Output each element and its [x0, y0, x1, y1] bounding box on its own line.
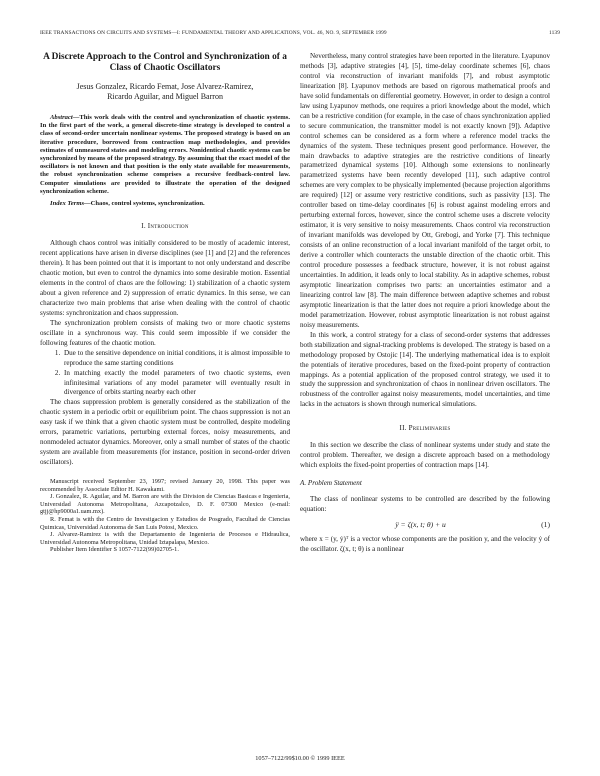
- equation-number: (1): [541, 519, 550, 529]
- section-heading-preliminaries: II. Preliminaries: [399, 424, 451, 433]
- copyright-footer: 1057–7122/99$10.00 © 1999 IEEE: [255, 755, 345, 762]
- subsection-heading-problem-statement: A. Problem Statement: [300, 479, 362, 488]
- intro-paragraph-1: Although chaos control was initially considered to be mostly of academic interest, recent applications have arisen in diverse disciplines (see [1] and [2] and the references therein). It has been pointed out that it is important to not only understand and describe chaotic motion, but even to control the dynamics into some desirable motion. Essential elements in the control of chaos are the following: 1) stabilization of a chaotic system about a given reference and 2) suppression of erratic dynamics. In this sense, we can characterize two main problems that arise when dealing with the control of chaotic systems: synchronization and chaos suppression.: [40, 239, 290, 317]
- equation-body: ÿ = ζ(x, t; θ) + u: [395, 519, 446, 529]
- authors-line-1: Jesus Gonzalez, Ricardo Femat, Jose Alvarez-Ramirez,: [76, 82, 254, 91]
- footnote: R. Femat is with the Centro de Investigacion y Estudios de Posgrado, Facultad de Ciencias Quimicas, Universidad Autonoma de San Luis Potosi, Mexico.: [40, 516, 290, 531]
- index-terms-label: Index Terms—: [50, 200, 91, 208]
- footnote: J. Gonzalez, R. Aguilar, and M. Barron are with the Division de Ciencias Basicas e Ingenieria, Universidad Autonoma Metropolitana, Azcapotzalco, D. F. 07300 Mexico (e-mail: gtjj@hp9000a1.uam.mx).: [40, 493, 290, 516]
- intro-paragraph-2: The synchronization problem consists of making two or more chaotic systems oscillate in a synchronous way. This could seem impossible if we consider the following features of the chaotic motion.: [40, 318, 290, 347]
- abstract-text: This work deals with the control and synchronization of chaotic systems. In the first part of the work, a general discrete-time strategy is developed to control a class of second-order uncertain nonlinear systems. The proposed strategy is based on an iterative procedure, borrowed from contraction map methodologies, and provides estimates of unmeasured states and modeling errors. Nonidentical chaotic systems can be synchronized by means of the proposed strategy. By assuming that the exact model of the oscillators is not known and that position is the only state available for measurements, the robust synchronization scheme comprises a recursive feedback-control law. Computer simulations are provided to illustrate the operation of the designed synchronization scheme.: [40, 114, 290, 195]
- running-head: [40, 30, 560, 36]
- footnote: Manuscript received September 23, 1997; revised January 20, 1998. This paper was recommended by Associate Editor H. Kawakami.: [40, 478, 290, 493]
- equation-description: where x = (y, ẏ)ᵀ is a vector whose components are the position y, and the velocity ẏ of the oscillator. ζ(x, t; θ) is a nonlinear: [300, 534, 550, 553]
- left-column: [40, 52, 290, 554]
- footnote: J. Alvarez-Ramirez is with the Departamento de Ingenieria de Procesos e Hidraulica, Universidad Autonoma Metropolitana, Unidad Iztapalapa, Mexico.: [40, 531, 290, 546]
- list-item: 1. Due to the sensitive dependence on initial conditions, it is almost impossible to reproduce the same starting conditions: [62, 349, 290, 369]
- chaos-features-list: [40, 349, 290, 399]
- intro-paragraph-3: The chaos suppression problem is generally considered as the stabilization of the chaotic system in a periodic orbit or equilibrium point. The chaos suppression is not an easy task if we think that a given chaotic system must be controlled, despite modeling errors, parametric variations, perturbing external forces, noisy measurements, and nonmodeled actuator dynamics. Moreover, only a small number of states of the chaotic system are available from measurements (for instance, position in second-order driven oscillators).: [40, 398, 290, 467]
- page-number: 1139: [549, 30, 560, 36]
- abstract-label: Abstract—: [50, 114, 80, 121]
- equation-1: [300, 520, 550, 530]
- right-column: [300, 52, 550, 555]
- problem-statement-paragraph: The class of nonlinear systems to be controlled are described by the following equation:: [300, 495, 550, 514]
- footnote: Publisher Item Identifier S 1057-7122(99)02705-1.: [50, 546, 179, 554]
- authors: [40, 82, 290, 102]
- journal-header: IEEE TRANSACTIONS ON CIRCUITS AND SYSTEMS—I: FUNDAMENTAL THEORY AND APPLICATIONS, VOL. 46, NO. 9, SEPTEMBER 1999: [40, 30, 387, 36]
- right-paragraph-1: Nevertheless, many control strategies have been reported in the literature. Lyapunov methods [3], adaptive strategies [4], [5], time-delay coordinate schemes [6], chaos control via reconstruction of invariant manifolds [7], and robust asymptotic linearization [8]. Lyapunov methods are based on rigorous mathematical proofs and have solid fundamentals on differential geometry. However, in order to design a control law using Lyapunov methods, one requires a priori knowledge about the model, which can be a restrictive condition (for example, in the case of chaos synchronization applied to secure communication, the transmitter model is not exactly known [9]). Adaptive control schemes can be considered as a form where a reference model tracks the dynamics of the system. These techniques present good performance. However, the main drawbacks to adaptive strategies are the restrictive conditions of linearly parametrized dynamical systems [10]. Although some extensions to nonlinearly parametrized systems have been recently developed [11], such adaptive control schemes are very complex to be physically implemented (because projection algorithms are required) [12] or assume very restrictive conditions, such as passivity [13]. The controller based on time-delay coordinates [6] is robust against modeling errors and perturbing external forces, however, since the control scheme uses a discrete velocity estimator, it is very sensitive to noisy measurements. Chaos control via reconstruction of invariant manifolds was developed by Ott, Grebogi, and Yorke [7]. This technique consists of an online reconstruction of a local invariant manifold of the target orbit, to derive a controller which counteracts the unstable direction of the chaotic orbit. This control procedure possesses a feedback structure, however, it is not robust against uncertainties. In addition, it leads only to local stability. As in adaptive schemes, robust asymptotic linearization comprises two parts: an uncertainties estimator and a linearizing control law [8]. The main difference between adaptive schemes and robust asymptotic linearization is that the latter does not require a priori knowledge about the model parametrization. However, robust asymptotic linearization is not robust against noisy measurements.: [300, 52, 550, 329]
- authors-line-2: Ricardo Aguilar, and Miguel Barron: [107, 92, 223, 101]
- list-item: 2. In matching exactly the model parameters of two chaotic systems, even infinitesimal variations of any model parameter will eventually result in divergence of orbits starting nearby each other: [62, 369, 290, 399]
- abstract: [40, 114, 290, 196]
- index-terms-text: Chaos, control systems, synchronization.: [90, 200, 205, 208]
- paper-title: A Discrete Approach to the Control and Synchronization of a Class of Chaotic Oscillators: [43, 52, 287, 73]
- footnotes: [40, 478, 290, 554]
- right-paragraph-2: In this work, a control strategy for a class of second-order systems that addresses both stabilization and signal-tracking problems is developed. The strategy is based on a methodology proposed by Ostojic [14]. The underlying mathematical idea is to exploit the potentials of iterative procedures, based on the fixed-point property of contraction mappings. As a potential application of the proposed control strategy, we used it to study the suppression and synchronization of chaos in nonlinear driven oscillators. The robustness of the controller against noisy measurements, model uncertainties, and time lacks in the actuators is shown through numerical simulations.: [300, 330, 550, 409]
- preliminaries-paragraph: In this section we describe the class of nonlinear systems under study and state the control problem. Thereafter, we design a discrete approach based on a methodology which exploits the fixed-point properties of contraction maps [14].: [300, 441, 550, 470]
- section-heading-introduction: I. Introduction: [141, 222, 189, 231]
- index-terms: [40, 200, 290, 208]
